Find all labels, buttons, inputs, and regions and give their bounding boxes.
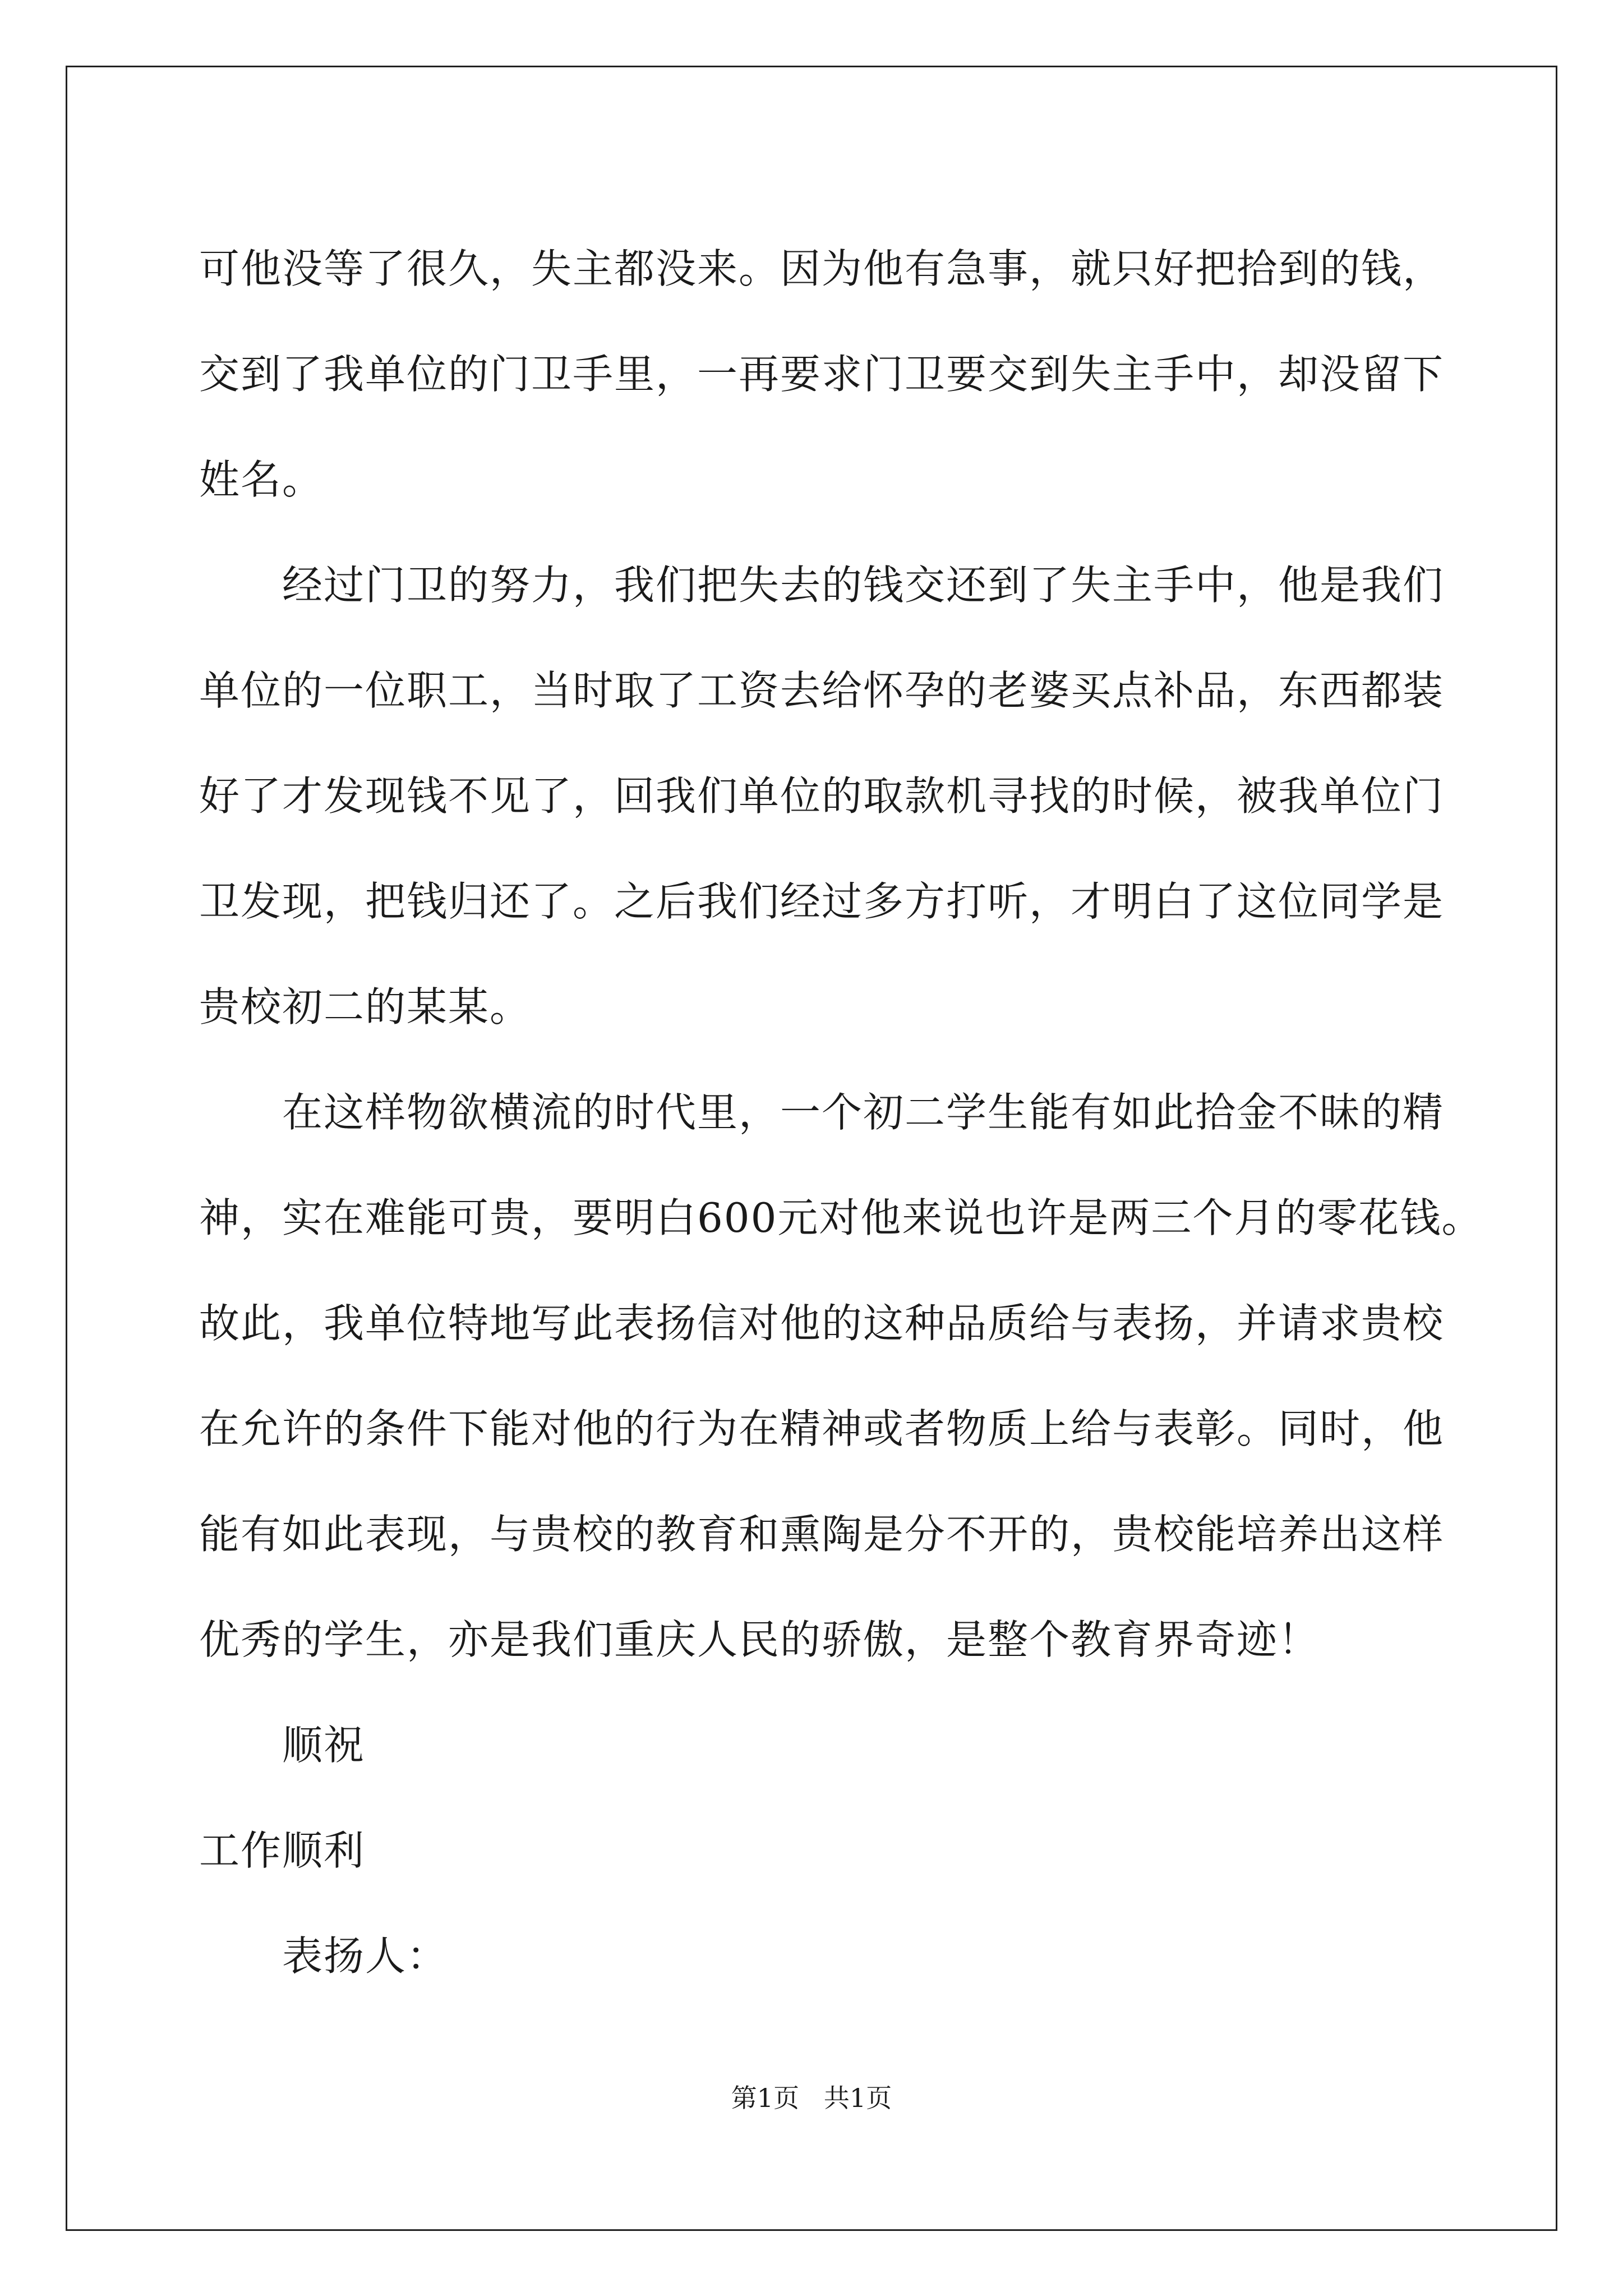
text-line: 优秀的学生，亦是我们重庆人民的骄傲，是整个教育界奇迹！	[199, 1616, 1320, 1663]
text-line: 单位的一位职工，当时取了工资去给怀孕的老婆买点补品，东西都装	[199, 667, 1445, 714]
text-line: 贵校初二的某某。	[199, 983, 532, 1030]
letter-body	[199, 216, 1483, 2009]
text-line: 神，实在难能可贵，要明白600元对他来说也许是两三个月的零花钱。	[199, 1194, 1483, 1241]
text-line: 交到了我单位的门卫手里，一再要求门卫要交到失主手中，却没留下	[199, 351, 1445, 398]
paragraph-start-line: 在这样物欲横流的时代里，一个初二学生能有如此拾金不昧的精	[282, 1089, 1445, 1136]
text-line: 故此，我单位特地写此表扬信对他的这种品质给与表扬，并请求贵校	[199, 1300, 1445, 1347]
closing-salutation: 顺祝	[282, 1722, 366, 1769]
text-line: 姓名。	[199, 456, 324, 503]
paragraph-start-line: 经过门卫的努力，我们把失去的钱交还到了失主手中，他是我们	[282, 562, 1445, 609]
text-line: 在允许的条件下能对他的行为在精神或者物质上给与表彰。同时，他	[199, 1405, 1445, 1452]
text-line: 可他没等了很久，失主都没来。因为他有急事，就只好把拾到的钱，	[199, 245, 1445, 292]
text-line: 卫发现，把钱归还了。之后我们经过多方打听，才明白了这位同学是	[199, 878, 1445, 925]
closing-wish: 工作顺利	[199, 1827, 366, 1874]
page-number-footer: 第1页 共1页	[731, 2083, 892, 2113]
signature-label: 表扬人：	[282, 1932, 449, 1980]
text-line: 能有如此表现，与贵校的教育和熏陶是分不开的，贵校能培养出这样	[199, 1511, 1445, 1558]
text-line: 好了才发现钱不见了，回我们单位的取款机寻找的时候，被我单位门	[199, 772, 1445, 820]
